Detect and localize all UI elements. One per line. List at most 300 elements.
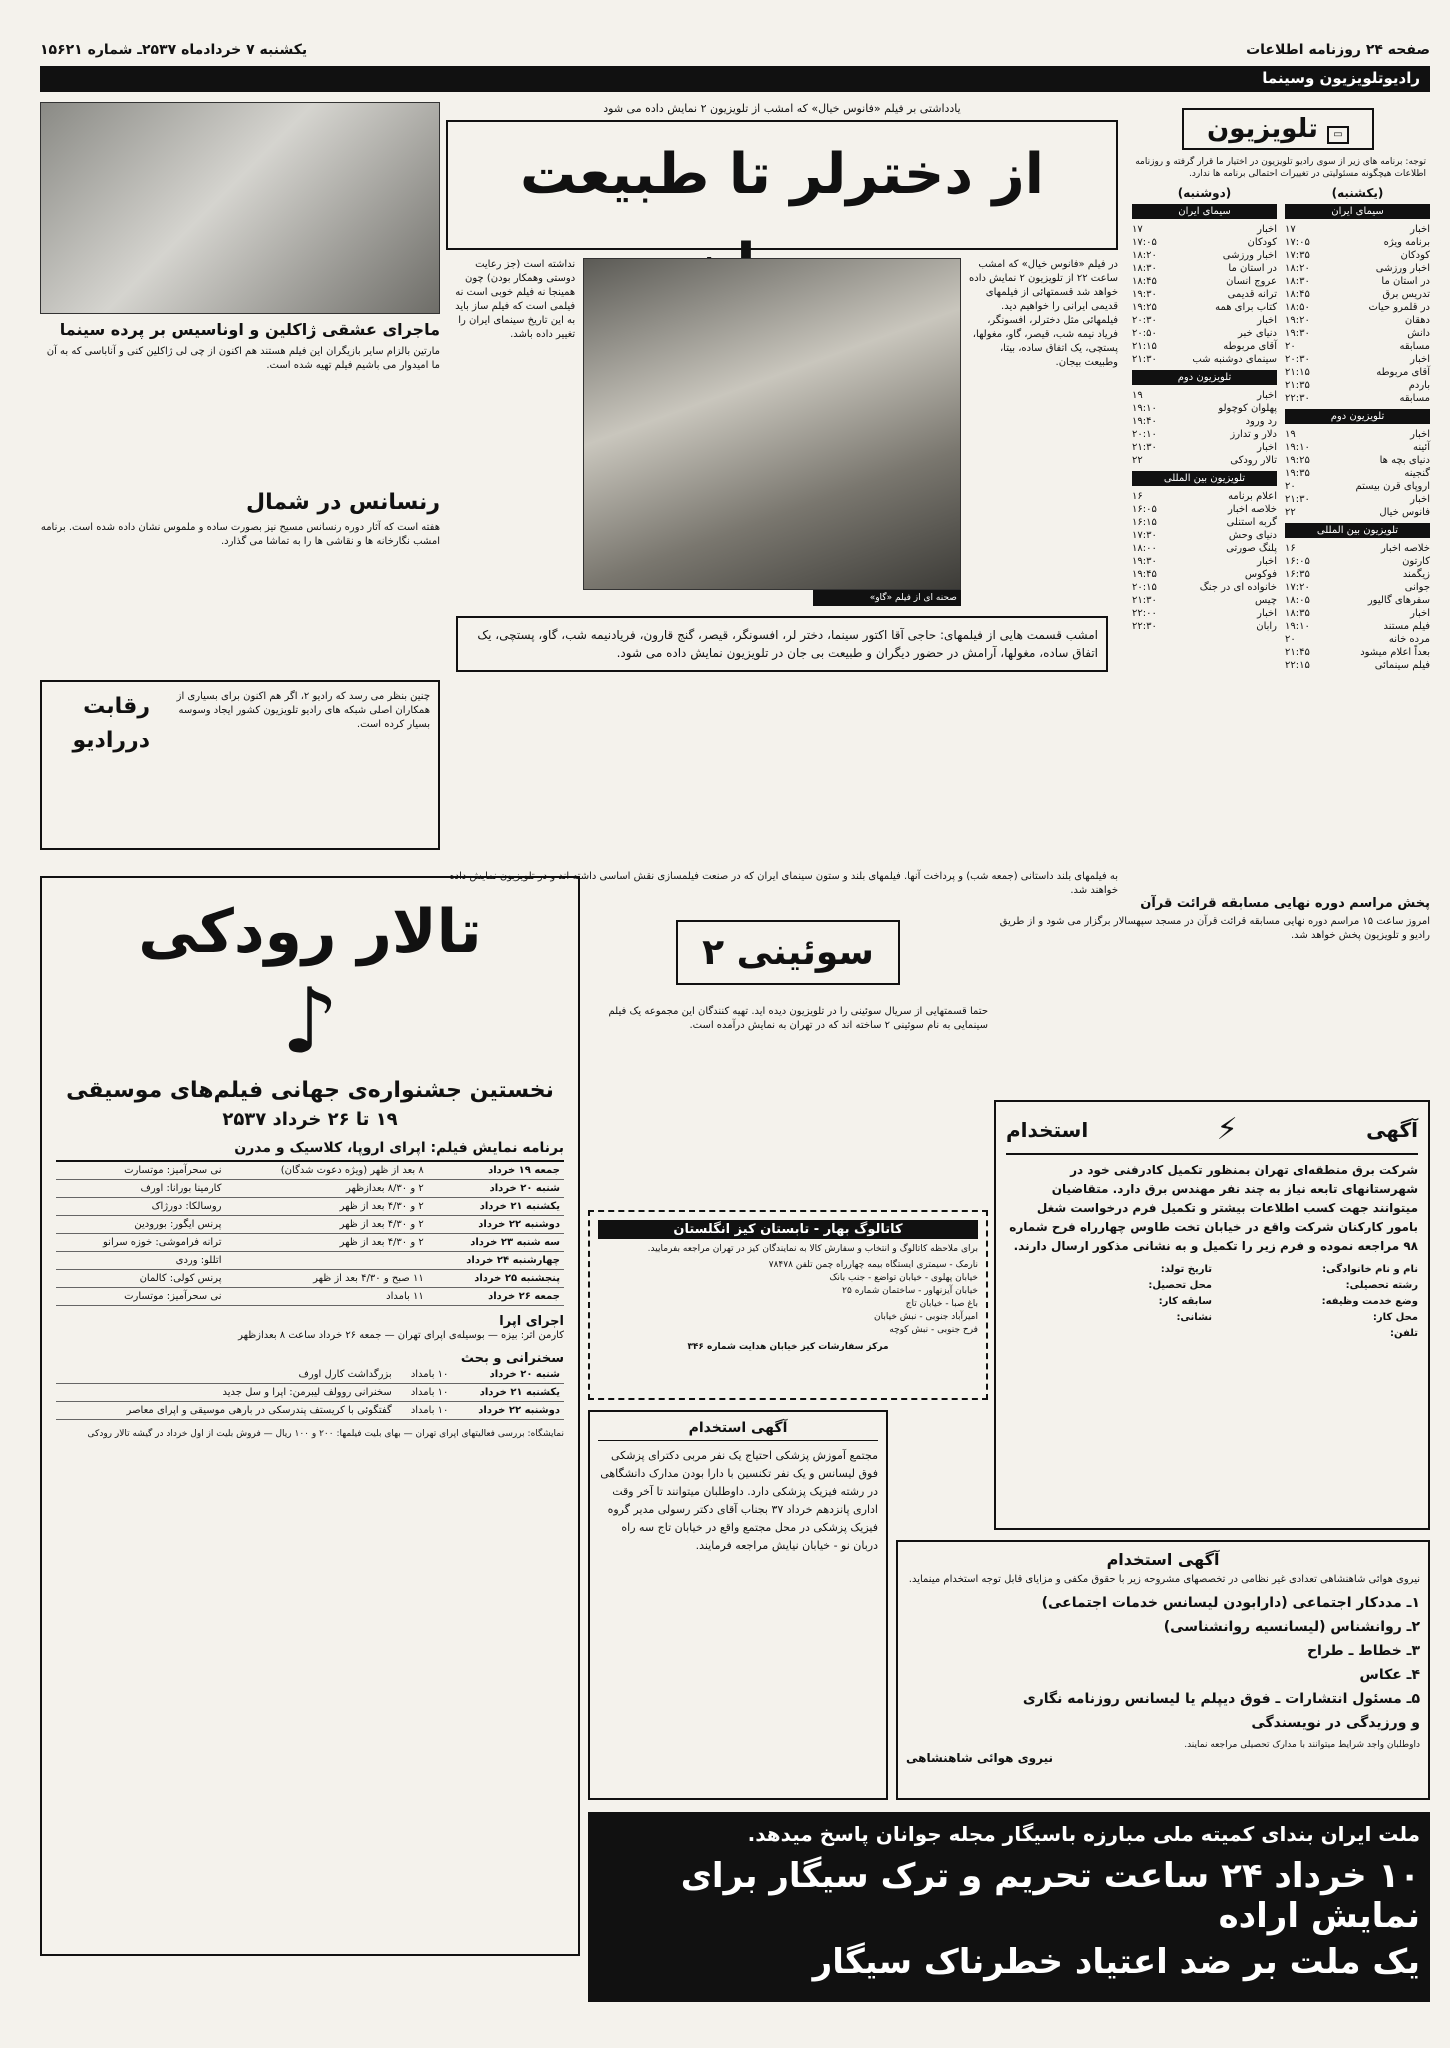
schedule-program: بعداً اعلام میشود: [1360, 647, 1430, 658]
schedule-row: [1285, 301, 1430, 314]
schedule-time: ۲۲:۰۰: [1132, 608, 1157, 619]
schedule-time: ۱۸:۳۵: [1285, 608, 1310, 619]
schedule-time: ۱۸:۲۰: [1132, 250, 1157, 261]
barq-form-field: نام و نام خانوادگی:: [1322, 1264, 1418, 1275]
main-article-title: از دخترلر تا طبیعت: [520, 142, 1044, 207]
schedule-time: ۲۰:۳۰: [1132, 315, 1157, 326]
schedule-program: اخبار: [1257, 224, 1277, 235]
schedule-time: ۱۷:۰۵: [1285, 237, 1310, 248]
tv-sun-ch3-list: [1285, 542, 1430, 672]
program-row-cell: پرنس ایگور: بورودین: [56, 1216, 225, 1234]
schedule-program: خانواده ای در جنگ: [1199, 582, 1277, 593]
program-row-cell: جمعه ۲۶ خرداد: [428, 1288, 564, 1306]
medical-text: مجتمع آموزش پزشکی احتیاج یک نفر مربی دکترای پزشکی فوق لیسانس و یک نفر تکنسین با دارا بودن مدارک دانشگاهی در رشته فیزیک پزشکی دارد. داوطلبان میتوانند تا آخر وقت اداری پانزدهم خرداد ۳۷ بجناب آقای دکتر رسولی مدیر گروه فیزیک پزشکی در محل مجتمع واقع در خیابان تاج سه راه دربان نو - خیابان نیایش مراجعه فرمایند.: [600, 1449, 878, 1552]
talk-row: [56, 1402, 564, 1420]
catalog-address: نارمک - سیمتری ایستگاه بیمه چهارراه چمن تلفن ۷۸۴۷۸: [768, 1260, 978, 1270]
medical-ad: [588, 1410, 888, 1800]
schedule-time: ۱۶:۳۵: [1285, 569, 1310, 580]
schedule-program: جوانی: [1404, 582, 1430, 593]
main-article-photo-wrap: [583, 258, 961, 606]
airforce-item: ۳ـ خطاط ـ طراح: [1306, 1643, 1420, 1659]
schedule-time: ۱۷: [1132, 224, 1143, 235]
schedule-time: ۱۹:۴۵: [1132, 569, 1157, 580]
tv-ch3-mon-label: تلویزیون بین المللی: [1132, 471, 1277, 486]
airforce-item: ۴ـ عکاس: [1359, 1667, 1420, 1683]
airforce-ad: [896, 1540, 1430, 1800]
rudaki-talks-title: سخنرانی و بحث: [460, 1351, 564, 1366]
rudaki-talks-table: [56, 1366, 564, 1420]
schedule-time: ۱۹: [1285, 429, 1296, 440]
rudaki-footer: نمایشگاه: بررسی فعالیتهای اپرای تهران — بهای بلیت فیلمها: ۲۰۰ و ۱۰۰ ریال — فروش بلیت از اول خرداد در گیشه تالار رودکی: [87, 1429, 564, 1439]
schedule-time: ۱۹:۲۵: [1285, 455, 1310, 466]
schedule-time: ۱۷:۳۵: [1285, 250, 1310, 261]
airforce-item: ۱ـ مددکار اجتماعی (دارابودن لیسانس خدمات اجتماعی): [1041, 1595, 1420, 1611]
catalog-address: خیابان پهلوی - خیابان تواضع - جنب بانک: [829, 1273, 978, 1283]
schedule-row: [1285, 659, 1430, 672]
schedule-time: ۲۱:۱۵: [1285, 367, 1310, 378]
schedule-time: ۱۶:۱۵: [1132, 517, 1157, 528]
schedule-row: [1285, 262, 1430, 275]
schedule-row: [1285, 506, 1430, 519]
schedule-time: ۱۸:۴۵: [1285, 289, 1310, 300]
smoking-banner: [588, 1812, 1430, 2002]
tv-ch3-sun-label: تلویزیون بین المللی: [1285, 523, 1430, 538]
program-row-cell: سه شنبه ۲۳ خرداد: [428, 1234, 564, 1252]
photo-article-text: مارتین بالزام سایر بازیگران این فیلم هستند هم اکنون از چی لی ژاکلین کنی و آناباسی که به آن ما امیدوار می باشیم فیلم تهیه شده است.: [46, 346, 440, 371]
program-row-cell: ۲ و ۴/۳۰ بعد از ظهر: [225, 1198, 427, 1216]
schedule-row: [1285, 467, 1430, 480]
schedule-program: دنیای بچه ها: [1379, 455, 1430, 466]
catalog-address-list: [598, 1259, 978, 1337]
schedule-time: ۱۷:۳۰: [1132, 530, 1157, 541]
program-row: [56, 1234, 564, 1252]
talk-row-cell: شنبه ۲۰ خرداد: [452, 1366, 564, 1384]
rudaki-dates: ۱۹ تا ۲۶ خرداد ۲۵۳۷: [222, 1109, 398, 1130]
tv-day2-label: (دوشنبه): [1177, 186, 1232, 200]
catalog-address: خیابان آیزنهاور - ساختمان شماره ۲۵: [842, 1286, 978, 1296]
schedule-program: در استان ما: [1381, 276, 1430, 287]
schedule-time: ۲۱:۳۵: [1285, 380, 1310, 391]
schedule-time: ۲۱:۳۰: [1132, 442, 1157, 453]
schedule-program: آقای مربوطه: [1223, 341, 1277, 352]
rudaki-opera-text: کارمن اثر: بیزه — بوسیله‌ی اپرای تهران — جمعه ۲۶ خرداد ساعت ۸ بعدازظهر: [238, 1330, 564, 1341]
tv-day-monday: [1132, 186, 1277, 672]
schedule-row: [1132, 555, 1277, 568]
schedule-time: ۲۲: [1132, 455, 1143, 466]
catalog-address: امیرآباد جنوبی - نبش خیابان: [874, 1312, 978, 1322]
catalog-text: برای ملاحظه کاتالوگ و انتخاب و سفارش کالا به نمایندگان کیز در تهران مراجعه بفرمایید.: [647, 1244, 978, 1254]
schedule-program: باردم: [1408, 380, 1430, 391]
main-article-photo: [583, 258, 961, 590]
program-row-cell: [225, 1252, 427, 1270]
schedule-time: ۲۱:۳۰: [1132, 595, 1157, 606]
program-row-cell: یکشنبه ۲۱ خرداد: [428, 1198, 564, 1216]
schedule-row: [1285, 327, 1430, 340]
schedule-time: ۱۷:۲۰: [1285, 582, 1310, 593]
tv-sun-ch2-list: [1285, 428, 1430, 519]
barq-ad: [994, 1100, 1430, 1530]
schedule-program: اخبار: [1410, 354, 1430, 365]
tv-mon-ch2-list: [1132, 389, 1277, 467]
schedule-time: ۲۰: [1285, 341, 1296, 352]
schedule-program: گربه استنلی: [1226, 517, 1277, 528]
rudaki-logo-icon: ♪: [281, 969, 339, 1074]
talk-row-cell: ۱۰ بامداد: [396, 1384, 453, 1402]
schedule-program: سینمای دوشنبه شب: [1192, 354, 1277, 365]
program-row: [56, 1198, 564, 1216]
main-article: [446, 102, 1118, 862]
schedule-row: [1285, 633, 1430, 646]
program-row-cell: ۱۱ بامداد: [225, 1288, 427, 1306]
schedule-row: [1285, 314, 1430, 327]
schedule-time: ۱۶:۰۵: [1132, 504, 1157, 515]
schedule-program: اخبار ورزشی: [1375, 263, 1430, 274]
schedule-row: [1132, 389, 1277, 402]
main-article-photo-caption: صحنه ای از فیلم «گاو»: [813, 590, 961, 606]
couple-photo: [40, 102, 440, 314]
schedule-row: [1132, 594, 1277, 607]
schedule-time: ۲۱:۱۵: [1132, 341, 1157, 352]
program-row-cell: کارمینا بورانا: اورف: [56, 1180, 225, 1198]
schedule-program: فیلم مستند: [1383, 621, 1430, 632]
program-row-cell: ۲ و ۴/۳۰ بعد از ظهر: [225, 1234, 427, 1252]
program-row: [56, 1288, 564, 1306]
airforce-item: ۲ـ روانشناس (لیسانسیه روانشناسی): [1163, 1619, 1420, 1635]
masthead: [40, 40, 1430, 66]
schedule-time: ۱۹:۲۰: [1285, 315, 1310, 326]
schedule-row: [1132, 340, 1277, 353]
barq-form-field: محل تحصیل:: [1148, 1280, 1212, 1291]
quran-title: پخش مراسم دوره نهایی مسابقه قرائت قرآن: [1140, 896, 1430, 911]
schedule-time: ۲۰: [1285, 634, 1296, 645]
program-row: [56, 1270, 564, 1288]
photo-article: [40, 102, 440, 482]
schedule-row: [1285, 441, 1430, 454]
schedule-time: ۱۹:۱۰: [1285, 442, 1310, 453]
schedule-time: ۱۸:۰۵: [1285, 595, 1310, 606]
schedule-program: دهقان: [1404, 315, 1430, 326]
schedule-time: ۲۰:۱۰: [1132, 429, 1157, 440]
swiss-title-box: [676, 920, 900, 985]
schedule-program: عروج انسان: [1226, 276, 1277, 287]
schedule-row: [1132, 490, 1277, 503]
rudaki-program-table: [56, 1162, 564, 1306]
program-row: [56, 1162, 564, 1180]
schedule-program: کارتون: [1402, 556, 1430, 567]
tv-title: تلویزیون: [1207, 114, 1318, 144]
program-row-cell: پرنس کولی: کالمان: [56, 1270, 225, 1288]
catalog-address: باغ صبا - خیابان تاج: [905, 1299, 978, 1309]
schedule-program: در قلمرو حیات: [1368, 302, 1430, 313]
program-row-cell: ۲ و ۸/۳۰ بعدازظهر: [225, 1180, 427, 1198]
schedule-row: [1285, 392, 1430, 405]
schedule-program: سفرهای گالیور: [1367, 595, 1430, 606]
schedule-program: پهلوان کوچولو: [1218, 403, 1277, 414]
banner-line2: ۱۰ خرداد ۲۴ ساعت تحریم و ترک سیگار برای نمایش اراده: [680, 1856, 1420, 1936]
schedule-time: ۲۰: [1285, 481, 1296, 492]
talk-row-cell: ۱۰ بامداد: [396, 1366, 453, 1384]
schedule-program: اخبار: [1257, 442, 1277, 453]
talk-row-cell: یکشنبه ۲۱ خرداد: [452, 1384, 564, 1402]
program-row-cell: ترانه فراموشی: خوزه سرانو: [56, 1234, 225, 1252]
schedule-row: [1132, 620, 1277, 633]
schedule-program: دنیای وحش: [1228, 530, 1277, 541]
schedule-row: [1132, 428, 1277, 441]
program-row-cell: دوشنبه ۲۲ خرداد: [428, 1216, 564, 1234]
renaissance-article: [40, 490, 440, 670]
airforce-item: و ورزیدگی در نویسندگی: [1251, 1715, 1420, 1731]
schedule-row: [1285, 379, 1430, 392]
barq-title: استخدام: [1006, 1117, 1089, 1142]
schedule-row: [1285, 555, 1430, 568]
airforce-item: ۵ـ مسئول انتشارات ـ فوق دیپلم یا لیسانس روزنامه نگاری: [1022, 1691, 1420, 1707]
schedule-time: ۲۲:۳۰: [1285, 393, 1310, 404]
tv-mon-ch3-list: [1132, 490, 1277, 633]
schedule-time: ۱۸:۳۰: [1132, 263, 1157, 274]
barq-form-field: رشته تحصیلی:: [1345, 1280, 1418, 1291]
schedule-time: ۱۹:۲۵: [1132, 302, 1157, 313]
schedule-row: [1132, 503, 1277, 516]
schedule-row: [1132, 441, 1277, 454]
program-row-cell: شنبه ۲۰ خرداد: [428, 1180, 564, 1198]
schedule-row: [1132, 581, 1277, 594]
barq-form-field: تلفن:: [1389, 1328, 1418, 1339]
masthead-date: یکشنبه ۷ خردادماه ۲۵۳۷ـ شماره ۱۵۶۲۱: [40, 42, 308, 58]
schedule-program: اخبار: [1410, 429, 1430, 440]
schedule-program: اخبار: [1257, 556, 1277, 567]
schedule-time: ۲۰:۱۵: [1132, 582, 1157, 593]
schedule-time: ۲۰:۵۰: [1132, 328, 1157, 339]
schedule-time: ۱۸:۵۰: [1285, 302, 1310, 313]
schedule-program: خلاصه اخبار: [1380, 543, 1430, 554]
medical-title: آگهی استخدام: [598, 1420, 878, 1441]
swiss-title: سوئینی ۲: [702, 932, 874, 973]
schedule-program: اخبار: [1410, 608, 1430, 619]
schedule-row: [1132, 353, 1277, 366]
schedule-program: اروپای قرن بیستم: [1355, 481, 1430, 492]
schedule-program: ترانه قدیمی: [1227, 289, 1277, 300]
airforce-list: [906, 1591, 1420, 1735]
tv-sun-ch1-list: [1285, 223, 1430, 405]
schedule-row: [1132, 415, 1277, 428]
tv-ch2-sun-label: تلویزیون دوم: [1285, 409, 1430, 424]
schedule-time: ۲۲:۳۰: [1132, 621, 1157, 632]
schedule-row: [1132, 275, 1277, 288]
schedule-program: فانوس خیال: [1379, 507, 1430, 518]
schedule-program: دلار و تدارز: [1230, 429, 1277, 440]
schedule-program: اخبار: [1410, 494, 1430, 505]
schedule-program: فوکوس: [1244, 569, 1277, 580]
schedule-time: ۲۰:۳۰: [1285, 354, 1310, 365]
schedule-row: [1132, 249, 1277, 262]
schedule-program: آقای مربوطه: [1376, 367, 1430, 378]
schedule-program: پلنگ صورتی: [1226, 543, 1277, 554]
catalog-ad: [588, 1210, 988, 1400]
schedule-row: [1285, 288, 1430, 301]
barq-ad-label: آگهی: [1366, 1117, 1418, 1142]
schedule-time: ۱۷:۰۵: [1132, 237, 1157, 248]
quran-article: [994, 896, 1430, 1096]
schedule-row: [1285, 366, 1430, 379]
schedule-row: [1285, 646, 1430, 659]
barq-form-field: نشانی:: [1176, 1312, 1212, 1323]
main-article-body: [446, 258, 1118, 606]
schedule-program: اخبار: [1257, 608, 1277, 619]
schedule-time: ۱۹:۳۵: [1285, 468, 1310, 479]
schedule-program: رد ورود: [1245, 416, 1277, 427]
talk-row-cell: ۱۰ بامداد: [396, 1402, 453, 1420]
airforce-note: داوطلبان واجد شرایط میتوانند با مدارک تحصیلی مراجعه نمایند.: [1184, 1740, 1420, 1750]
schedule-row: [1285, 607, 1430, 620]
program-row: [56, 1216, 564, 1234]
schedule-row: [1285, 454, 1430, 467]
program-row: [56, 1180, 564, 1198]
talk-row-cell: بزرگداشت کارل اورف: [56, 1366, 396, 1384]
rudaki-title: تالار رودکی: [138, 897, 482, 967]
main-article-col1: در فیلم «فانوس خیال» که امشب ساعت ۲۲ از تلویزیون ۲ نمایش داده خواهد شد قسمتهائی از فیلمهای قدیمی ایرانی را خواهیم دید. فیلمهائی مثل دخترلر، افسونگر، فریاد نیمه شب، قیصر، گاو، مغولها، پستچی، یک اتفاق ساده، بیتا، وطبیعت بیجان.: [969, 259, 1118, 368]
renaissance-title: رنسانس در شمال: [246, 490, 440, 515]
schedule-row: [1285, 275, 1430, 288]
rudaki-opera-title: اجرای اپرا: [499, 1314, 564, 1329]
schedule-row: [1285, 620, 1430, 633]
schedule-program: برنامه ویژه: [1383, 237, 1430, 248]
schedule-row: [1132, 223, 1277, 236]
schedule-row: [1285, 581, 1430, 594]
schedule-time: ۱۸:۰۰: [1132, 543, 1157, 554]
schedule-program: رابان: [1256, 621, 1277, 632]
schedule-row: [1132, 454, 1277, 467]
tv-icon: ▭: [1327, 126, 1349, 144]
swiss-text: حتما قسمتهایی از سریال سوئینی را در تلویزیون دیده اید. تهیه کنندگان این مجموعه یک فیلم سینمایی به نام سوئینی ۲ ساخته اند که در تهران به نمایش درآمده است.: [608, 1006, 988, 1031]
barq-form: [1006, 1262, 1418, 1342]
schedule-time: ۱۹:۱۰: [1285, 621, 1310, 632]
talk-row-cell: دوشنبه ۲۲ خرداد: [452, 1402, 564, 1420]
program-row-cell: نی سحرآمیز: موتسارت: [56, 1162, 225, 1180]
schedule-program: مسابقه: [1399, 393, 1430, 404]
schedule-row: [1285, 236, 1430, 249]
catalog-title: کاتالوگ بهار - تابستان کیز انگلستان: [598, 1220, 978, 1239]
schedule-row: [1285, 542, 1430, 555]
barq-form-field: سابقه کار:: [1158, 1296, 1212, 1307]
masthead-page: صفحه ۲۴ روزنامه اطلاعات: [1246, 42, 1430, 58]
main-article-quote: امشب قسمت هایی از فیلمهای: حاجی آقا اکتور سینما، دختر لر، افسونگر، قیصر، گنج قارون، فریادنیمه شب، گاو، پستچی، یک اتفاق ساده، مغولها، آرامش در حضور دیگران و طبیعت بی جان در تلویزیون نمایش داده می شود.: [456, 616, 1108, 672]
schedule-row: [1132, 402, 1277, 415]
schedule-row: [1132, 516, 1277, 529]
schedule-program: کودکان: [1247, 237, 1277, 248]
schedule-program: چیس: [1255, 595, 1277, 606]
program-row-cell: چهارشنبه ۲۴ خرداد: [428, 1252, 564, 1270]
banner-line3: یک ملت بر ضد اعتیاد خطرناک سیگار: [812, 1942, 1420, 1982]
schedule-row: [1285, 428, 1430, 441]
schedule-row: [1285, 594, 1430, 607]
swiss-article: [588, 900, 988, 1200]
schedule-time: ۱۸:۴۵: [1132, 276, 1157, 287]
barq-form-field: وضع خدمت وظیفه:: [1321, 1296, 1418, 1307]
schedule-time: ۱۸:۳۰: [1285, 276, 1310, 287]
schedule-row: [1132, 262, 1277, 275]
barq-header: [1006, 1112, 1418, 1155]
quran-text: امروز ساعت ۱۵ مراسم دوره نهایی مسابقه قرائت قرآن در مسجد سپهسالار برگزار می شود و از طریق رادیو و تلویزیون پخش خواهد شد.: [999, 916, 1430, 941]
schedule-time: ۲۲:۱۵: [1285, 660, 1310, 671]
airforce-sign: نیروی هوائی شاهنشاهی: [906, 1751, 1053, 1765]
schedule-program: اعلام برنامه: [1228, 491, 1277, 502]
schedule-row: [1132, 327, 1277, 340]
rudaki-program-title: برنامه نمایش فیلم: اپرای اروپا، کلاسیک و مدرن: [56, 1140, 564, 1162]
radio-title: رقابت دررادیو: [72, 694, 150, 753]
tv-ch1-mon-label: سیمای ایران: [1132, 204, 1277, 219]
schedule-program: تدریس برق: [1382, 289, 1430, 300]
barq-text: شرکت برق منطقه‌ای تهران بمنظور تکمیل کادرفنی خود در شهرستانهای تابعه نیاز به چند نفر مهندس برق دارد. متقاضیان میتوانند جهت کسب اطلاعات بیشتر و تکمیل فرم درخواست شغل بامور کارکنان شرکت واقع در خیابان تخت طاوس چهارراه فرح شماره ۹۸ مراجعه نموده و فرم زیر را تکمیل و به نشانی مذکور ارسال دارند.: [1009, 1163, 1418, 1253]
main-article-col2: نداشته است (جز رعایت دوستی وهمکار بودن) چون همینجا نه فیلم خوبی است نه فیلمی است که فیلم ساز باید به این تاریخ سینمای ایران را تغییر داده باشد.: [455, 259, 576, 340]
schedule-row: [1285, 480, 1430, 493]
schedule-time: ۱۹:۳۰: [1132, 556, 1157, 567]
program-row-cell: نی سحرآمیز: موتسارت: [56, 1288, 225, 1306]
schedule-program: مرده خانه: [1388, 634, 1430, 645]
schedule-program: تالار رودکی: [1230, 455, 1277, 466]
talk-row: [56, 1384, 564, 1402]
radio-text: چنین بنظر می رسد که رادیو ۲، اگر هم اکنون برای بسیاری از همکاران اصلی شبکه های رادیو تلویزیون کشور ایجاد وسوسه بسیار کرده است.: [176, 691, 430, 730]
banner-line1: ملت ایران بندای کمیته ملی مبارزه باسیگار مجله جوانان پاسخ میدهد.: [747, 1822, 1420, 1846]
tv-ch1-sun-label: سیمای ایران: [1285, 204, 1430, 219]
schedule-row: [1132, 529, 1277, 542]
talk-row: [56, 1366, 564, 1384]
schedule-row: [1132, 542, 1277, 555]
tv-intro: توجه: برنامه های زیر از سوی رادیو تلویزیون در اختیار ما قرار گرفته و روزنامه اطلاعات هیچگونه مسئولیتی در تغییرات احتمالی برنامه ها ندارد.: [1135, 157, 1426, 179]
program-row: [56, 1252, 564, 1270]
schedule-row: [1285, 340, 1430, 353]
schedule-row: [1132, 314, 1277, 327]
schedule-program: خلاصه اخبار: [1227, 504, 1277, 515]
talk-row-cell: گفتگوئی با کریستف پندرسکی در بارهی موسیقی و اپرای معاصر: [56, 1402, 396, 1420]
rudaki-ad: [40, 876, 580, 1956]
airforce-title: آگهی استخدام: [1106, 1550, 1220, 1569]
photo-article-title: ماجرای عشقی ژاکلین و اوناسیس بر پرده سینما: [59, 320, 440, 339]
program-row-cell: ۸ بعد از ظهر (ویژه دعوت شدگان): [225, 1162, 427, 1180]
talk-row-cell: سخنرانی روولف لیبرمن: اپرا و سل جدید: [56, 1384, 396, 1402]
schedule-time: ۱۹:۴۰: [1132, 416, 1157, 427]
airforce-intro: نیروی هوائی شاهنشاهی تعدادی غیر نظامی در تخصصهای مشروحه زیر با حقوق مکفی و مزایای قابل توجه استخدام مینماید.: [908, 1574, 1420, 1585]
program-row-cell: اتللو: وردی: [56, 1252, 225, 1270]
schedule-row: [1285, 249, 1430, 262]
main-article-title-box: [446, 120, 1118, 250]
schedule-program: زیگمند: [1402, 569, 1430, 580]
tv-day-sunday: [1285, 186, 1430, 672]
tv-mon-ch1-list: [1132, 223, 1277, 366]
main-article-kicker: یادداشتی بر فیلم «فانوس خیال» که امشب از تلویزیون ۲ نمایش داده می شود: [603, 102, 961, 115]
schedule-row: [1285, 223, 1430, 236]
schedule-time: ۱۹: [1132, 390, 1143, 401]
schedule-program: دنیای خبر: [1237, 328, 1277, 339]
radio-article: [40, 680, 440, 850]
lower-article: به فیلمهای بلند داستانی (جمعه شب) و پرداخت آنها. فیلمهای بلند و ستون سینمای ایران که در صنعت فیلمسازی نقش اساسی داشته اند و در تلویزیون نمایش داده خواهند شد.: [449, 871, 1118, 896]
schedule-row: [1285, 568, 1430, 581]
schedule-row: [1132, 607, 1277, 620]
schedule-row: [1285, 493, 1430, 506]
program-row-cell: ۱۱ صبح و ۴/۳۰ بعد از ظهر: [225, 1270, 427, 1288]
schedule-program: گنجینه: [1404, 468, 1430, 479]
program-row-cell: روسالکا: دورژاک: [56, 1198, 225, 1216]
schedule-program: اخبار: [1257, 390, 1277, 401]
schedule-time: ۱۹:۳۰: [1132, 289, 1157, 300]
barq-form-field: تاریخ تولد:: [1160, 1264, 1212, 1275]
catalog-footer: مرکز سفارشات کیز خیابان هدایت شماره ۳۴۶: [687, 1342, 889, 1352]
schedule-time: ۱۹:۱۰: [1132, 403, 1157, 414]
schedule-program: فیلم سینمائی: [1374, 660, 1430, 671]
schedule-time: ۲۱:۳۰: [1285, 494, 1310, 505]
schedule-time: ۲۱:۳۰: [1132, 354, 1157, 365]
program-row-cell: جمعه ۱۹ خرداد: [428, 1162, 564, 1180]
tv-ch2-mon-label: تلویزیون دوم: [1132, 370, 1277, 385]
